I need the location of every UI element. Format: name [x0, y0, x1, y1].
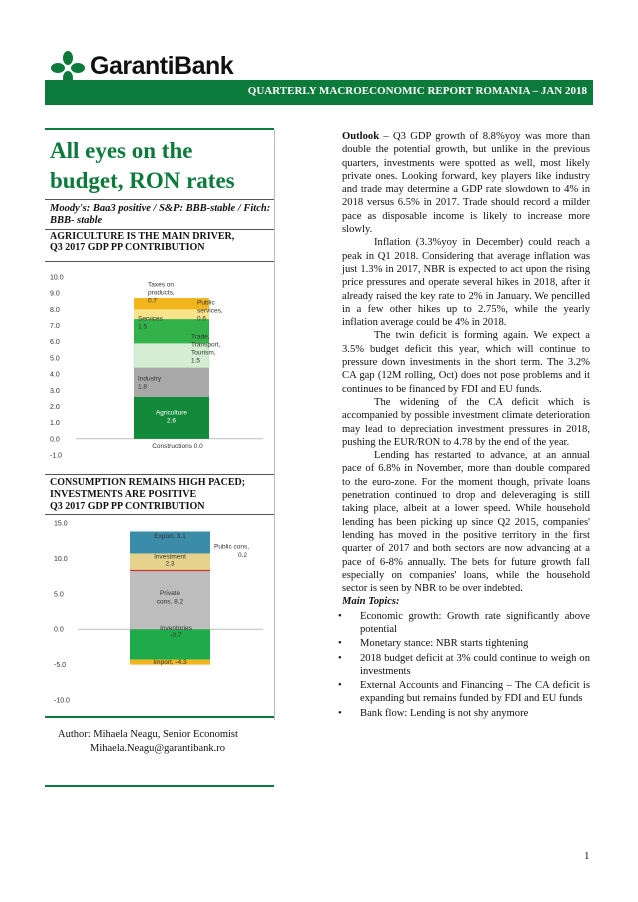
label-inventories: Inventories — [160, 624, 192, 632]
label-public-cons-value: 0.2 — [238, 551, 248, 559]
y-tick-label: -10.0 — [54, 697, 70, 705]
left-end-rule — [45, 785, 274, 787]
brand-name: GarantiBank — [90, 52, 234, 80]
main-topics-list — [338, 610, 590, 720]
headline: All eyes on the budget, RON rates — [50, 138, 235, 193]
y-tick-label: 2.0 — [50, 403, 60, 411]
bar-segment — [130, 570, 210, 571]
chart2-title-line2: INVESTMENTS ARE POSITIVE — [50, 489, 197, 500]
y-tick-label: 7.0 — [50, 323, 60, 331]
y-tick-label: 3.0 — [50, 387, 60, 395]
label-investment-value: 2.3 — [165, 560, 175, 568]
y-tick-label: -1.0 — [50, 452, 63, 460]
divider — [45, 261, 274, 262]
label-investment: Investment — [154, 553, 186, 561]
page-number: 1 — [584, 850, 590, 862]
outlook-lead: Outlook — [342, 131, 380, 142]
main-topics-heading: Main Topics: — [342, 596, 400, 608]
topic-text: Economic growth: Growth rate significantly above potential — [360, 610, 590, 635]
y-tick-label: 0.0 — [54, 626, 64, 634]
left-bottom-rule — [45, 716, 274, 718]
y-tick-label: 5.0 — [50, 355, 60, 363]
chart2-title-line1: CONSUMPTION REMAINS HIGH PACED; — [50, 477, 246, 488]
label-industry: 1.8 — [138, 383, 148, 391]
label-industry: Industry — [138, 375, 162, 383]
paragraph-ca-deficit: The widening of the CA deficit which is accompanied by possible investment climate deterioration may lead to depreciation investment pressures in 2018, pushing the EUR/RON to 4.78 by the end of the year. — [342, 396, 590, 448]
topic-item — [338, 610, 590, 637]
gdp-demand-chart — [48, 515, 272, 710]
author-block — [58, 728, 268, 756]
y-tick-label: 4.0 — [50, 371, 60, 379]
topic-item — [338, 637, 590, 650]
y-tick-label: 15.0 — [54, 520, 68, 528]
author-email: Mihaela.Neagu@garantibank.ro — [90, 743, 226, 754]
label-services: 1.5 — [138, 323, 148, 331]
topic-text: Bank flow: Lending is not shy anymore — [360, 707, 529, 719]
y-tick-label: 8.0 — [50, 306, 60, 314]
divider — [45, 229, 274, 230]
topic-item — [338, 652, 590, 679]
bullet-icon: • — [338, 652, 342, 664]
topic-item — [338, 679, 590, 706]
y-tick-label: -5.0 — [54, 662, 67, 670]
bullet-icon: • — [338, 680, 342, 692]
label-import: Import, -4.3 — [153, 658, 187, 666]
paragraph-inflation: Inflation (3.3%yoy in December) could reach a peak in Q1 2018. Considering that average inflation was just 1.3% in 2017, NBR is expected to act upon the rising price pressures and operate several hikes in 2018, after it already raised the key rate to 2% in January. We pencilled in a few other hikes up to 2.75%, while the yearly inflation average could be 4% in 2018. — [342, 237, 590, 329]
divider — [45, 474, 274, 475]
report-title: QUARTERLY MACROECONOMIC REPORT ROMANIA – JAN 2018 — [247, 85, 587, 97]
bullet-icon: • — [338, 610, 342, 622]
author-name: Author: Mihaela Neagu, Senior Economist — [58, 729, 238, 740]
y-tick-label: 9.0 — [50, 290, 60, 298]
label-inventories-value: -0.7 — [170, 631, 182, 639]
y-tick-label: 5.0 — [54, 591, 64, 599]
bullet-icon: • — [338, 707, 342, 719]
paragraph-twin-deficit: The twin deficit is forming again. We expect a 3.5% budget deficit this year, which will continue to pressure down investments in the short term. The 3.2% CA gap (12M rolling, Oct) does not pose problems and it continues to be financed by FDI and EU funds. — [342, 330, 590, 395]
label-trade: Tourism, — [191, 349, 216, 357]
label-public-cons: Public cons, — [214, 543, 250, 551]
label-trade: Trade, — [191, 333, 210, 341]
y-tick-label: 10.0 — [50, 274, 64, 282]
label-trade: 1.5 — [191, 357, 201, 365]
bullet-icon: • — [338, 638, 342, 650]
label-agriculture: Agriculture — [155, 409, 188, 417]
outlook-text: – Q3 GDP growth of 8.8%yoy was more than double the potential growth, but unlike in the previous quarters, investments were spotted as well, most likely private ones. Looking forward, key players like industry and trade may determine a GDP rate slowdown to 4% in 2018 versus 6.5% in 2017. Trade should record a milder pace as disposable income is likely to increase more slowly. — [342, 131, 590, 236]
label-private-cons: Private — [159, 590, 181, 598]
body-text — [338, 130, 590, 720]
label-taxes: products, — [148, 289, 175, 297]
label-trade: Transport, — [191, 341, 221, 349]
y-tick-label: 1.0 — [50, 420, 60, 428]
label-private-cons-value: cons, 8.2 — [156, 598, 184, 606]
label-agriculture: 2.6 — [166, 417, 177, 425]
report-banner — [45, 80, 593, 105]
y-tick-label: 0.0 — [50, 436, 60, 444]
topic-text: 2018 budget deficit at 3% could continue to weigh on investments — [360, 652, 590, 677]
label-taxes: Taxes on — [148, 281, 175, 289]
paragraph-outlook — [342, 130, 590, 236]
gdp-supply-chart — [48, 265, 272, 465]
chart2-title-line3: Q3 2017 GDP PP CONTRIBUTION — [50, 501, 205, 512]
label-public-services: Public — [197, 299, 215, 307]
ratings-text: Moody's: Baa3 positive / S&P: BBB-stable / Fitch: BBB- stable — [50, 203, 271, 226]
label-constructions: Constructions 0.0 — [152, 442, 203, 450]
y-tick-label: 10.0 — [54, 555, 68, 563]
topic-item — [338, 707, 590, 720]
paragraph-lending: Lending has restarted to advance, at an annual pace of 6.8% in November, more than double compared to the euro-zone. For the moment though, private loans penetration continued to drop and deleveraging is still taking place, albeit at a lower speed. While household lending has been picking up since Q2 2015, companies' lending has moved in the positive territory in the first quarter of 2017 and both sectors are now advancing at a pace of 6-8% annually. The bets for future growth fall especially on companies' loans, while the household sector is seen by NBR to be over indebted. — [342, 450, 590, 595]
label-taxes: 0.7 — [148, 297, 158, 305]
left-top-rule — [45, 128, 274, 130]
topic-text: Monetary stance: NBR starts tightening — [360, 638, 529, 650]
label-public-services: services, — [197, 307, 223, 315]
y-tick-label: 6.0 — [50, 339, 60, 347]
divider — [45, 199, 274, 200]
chart1-title-line2: Q3 2017 GDP PP CONTRIBUTION — [50, 242, 205, 253]
label-export: Export, 3.1 — [154, 532, 186, 540]
topic-text: External Accounts and Financing – The CA deficit is expanding but remains funded by FDI and EU funds — [360, 680, 590, 705]
label-services: Services — [138, 315, 163, 323]
chart1-title-line1: AGRICULTURE IS THE MAIN DRIVER, — [50, 231, 235, 242]
label-public-services: 0.6 — [197, 315, 207, 323]
